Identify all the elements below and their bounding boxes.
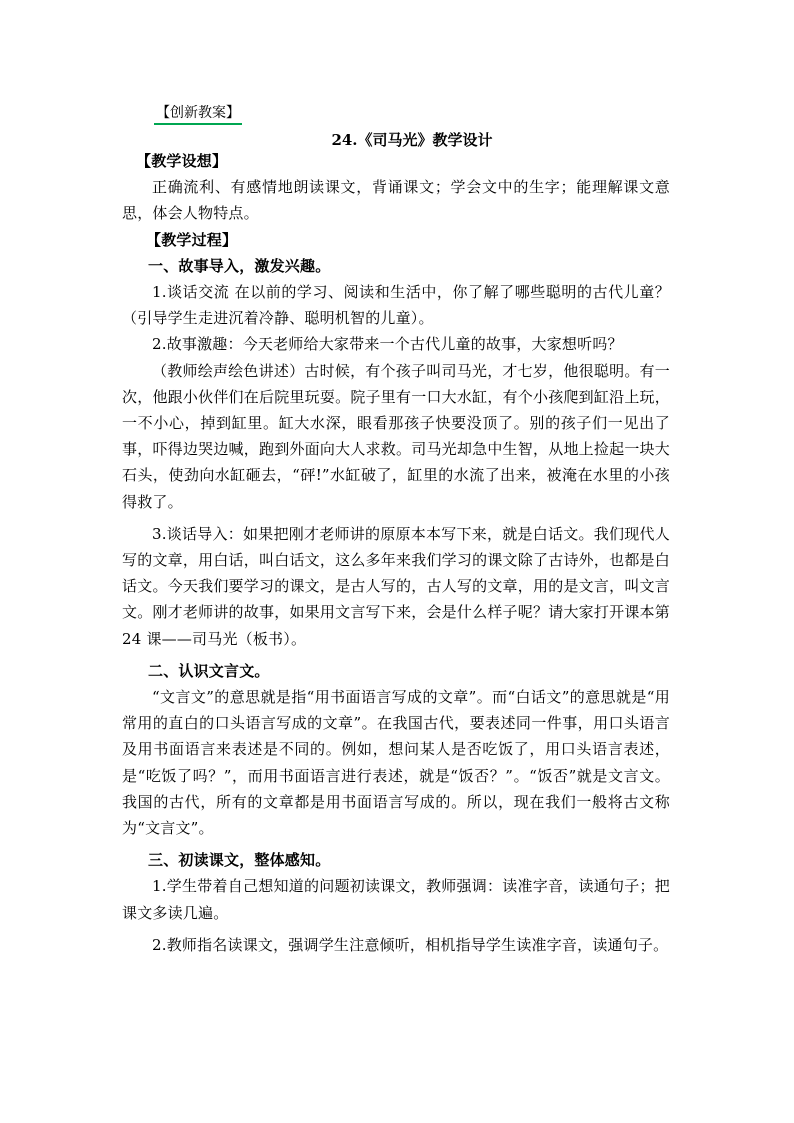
innovation-lesson-tag: 【创新教案】	[154, 104, 242, 125]
section-1-story-paragraph: （教师绘声绘色讲述）古时候，有个孩子叫司马光，才七岁，他很聪明。有一次，他跟小伙伴们在后院里玩耍。院子里有一口大水缸，有个小孩爬到缸沿上玩，一不小心，掉到缸里。缸大水深，眼看那孩子快要没顶了。别的孩子们一见出了事，吓得边哭边喊，跑到外面向大人求救。司马光却急中生智，从地上捡起一块大石头，使劲向水缸砸去，“砰!”水缸破了，缸里的水流了出来，被淹在水里的小孩得救了。	[122, 361, 670, 511]
section-1-paragraph-2: 2.故事激趣：今天老师给大家带来一个古代儿童的故事，大家想听吗？	[152, 335, 623, 354]
teaching-process-heading: 【教学过程】	[146, 230, 238, 249]
section-1-paragraph-4: 3.谈话导入：如果把刚才老师讲的原原本本写下来，就是白话文。我们现代人写的文章，用白话，叫白话文，这么多年来我们学习的课文除了古诗外，也都是白话文。今天我们要学习的课文，是古人写的，古人写的文章，用的是文言，叫文言文。刚才老师讲的故事，如果用文言写下来，会是什么样子呢？请大家打开课本第 24 课——司马光（板书）。	[122, 524, 670, 648]
section-3-paragraph-2: 2.教师指名读课文，强调学生注意倾听，相机指导学生读准字音，读通句子。	[152, 935, 669, 954]
section-1-heading: 一、故事导入，激发兴趣。	[148, 256, 331, 275]
section-1-paragraph-1: 1.谈话交流 在以前的学习、阅读和生活中，你了解了哪些聪明的古代儿童？（引导学生走进沉着冷静、聪明机智的儿童）。	[122, 283, 670, 328]
teaching-idea-text: 正确流利、有感情地朗读课文，背诵课文；学会文中的生字；能理解课文意思，体会人物特点。	[122, 178, 670, 223]
section-3-paragraph-1: 1.学生带着自己想知道的问题初读课文，教师强调：读准字音，读通句子；把课文多读几遍。	[122, 877, 670, 922]
document-title: 24.《司马光》教学设计	[331, 131, 493, 149]
section-2-heading: 二、认识文言文。	[148, 661, 270, 680]
teaching-idea-heading: 【教学设想】	[136, 152, 228, 170]
section-2-paragraph-1: “文言文”的意思就是指“用书面语言写成的文章”。而“白话文”的意思就是“用常用的直白的口头语言写成的文章”。在我国古代，要表述同一件事，用口头语言及用书面语言来表述是不同的。例如，想问某人是否吃饭了，用口头语言表述，是“吃饭了吗？”，而用书面语言进行表述，就是“饭否？”。“饭否”就是文言文。我国的古代，所有的文章都是用书面语言写成的。所以，现在我们一般将古文称为“文言文”。	[122, 688, 670, 838]
section-3-heading: 三、初读课文，整体感知。	[148, 851, 331, 870]
document-body	[122, 148, 670, 958]
